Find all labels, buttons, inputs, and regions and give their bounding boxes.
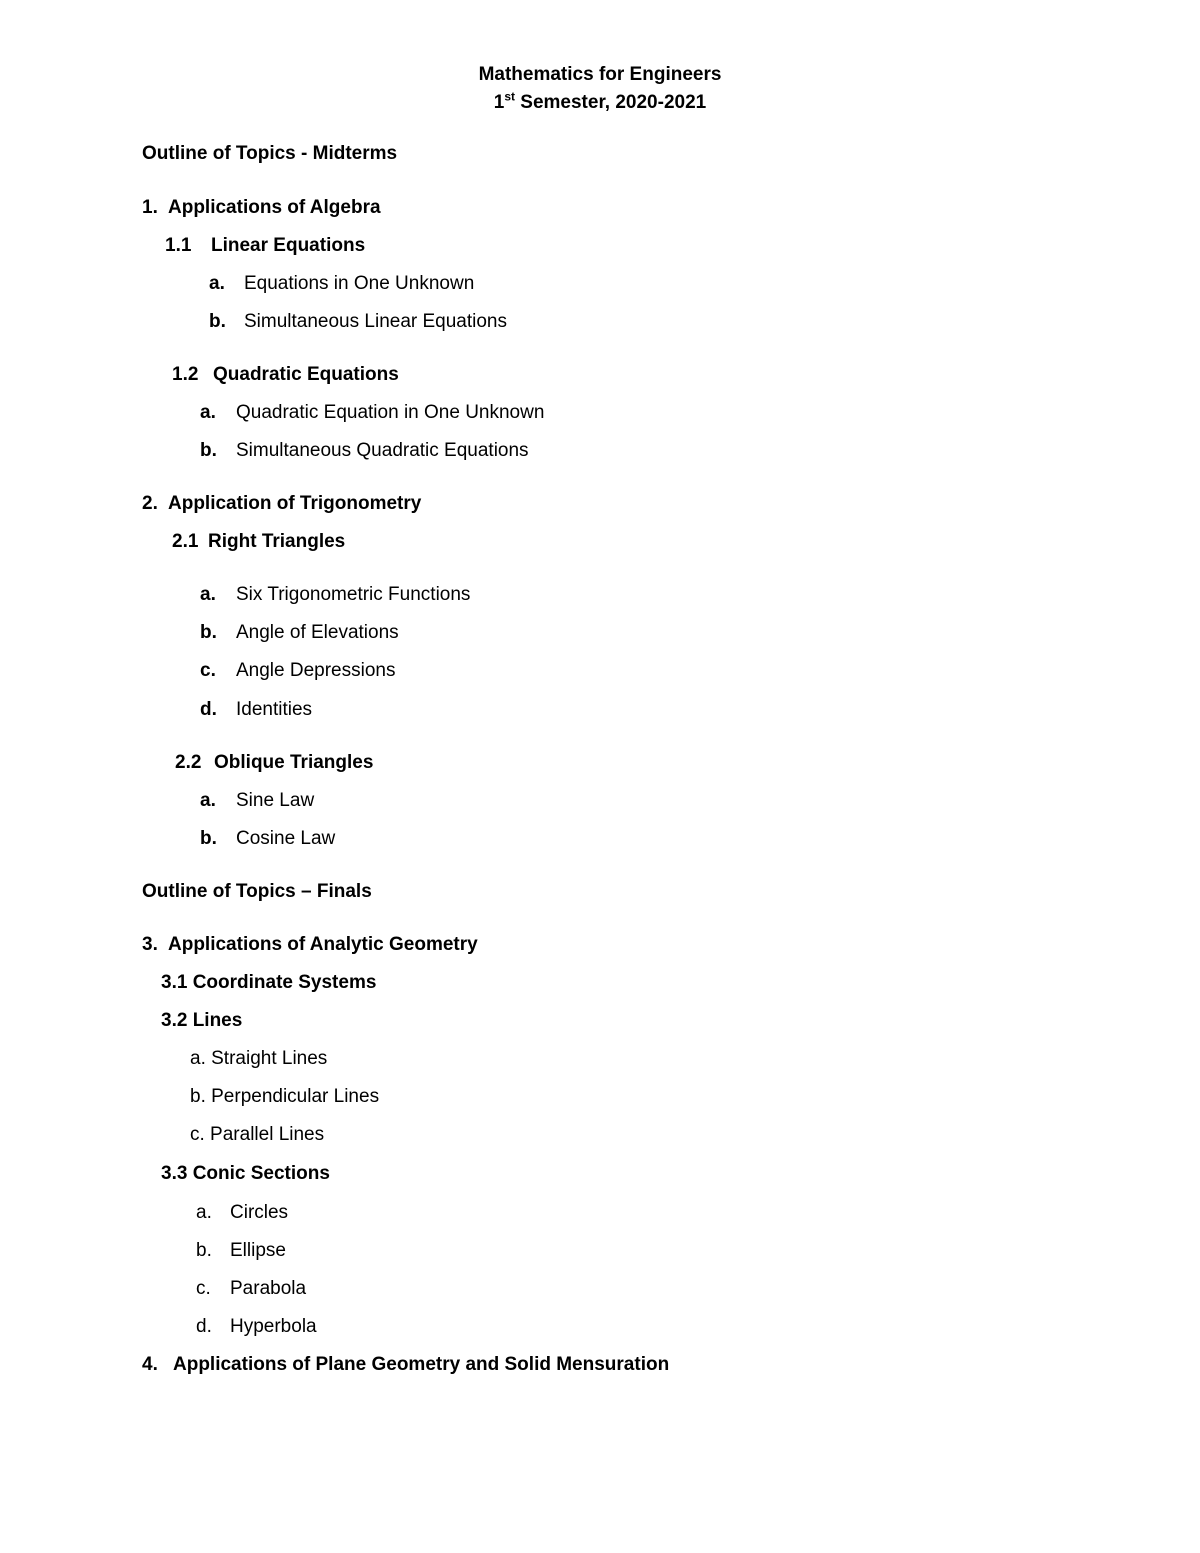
list-marker: a. (200, 402, 216, 423)
list-item-text: Angle of Elevations (236, 622, 399, 643)
list-marker: c. (200, 660, 216, 681)
list-item: a. Straight Lines (190, 1048, 328, 1069)
list-marker: d. (196, 1316, 212, 1337)
list-item-text: Simultaneous Quadratic Equations (236, 440, 529, 461)
subtopic-2-2-heading (175, 752, 374, 774)
topic-3-title: Applications of Analytic Geometry (168, 934, 478, 955)
list-item-text: Ellipse (230, 1240, 286, 1261)
topic-1-heading (142, 197, 381, 219)
list-item (196, 1240, 286, 1262)
subtopic-1-1-title: Linear Equations (211, 235, 366, 256)
list-item (200, 402, 545, 424)
list-item-text: Sine Law (236, 790, 315, 811)
list-item-text: Parabola (230, 1278, 307, 1299)
list-item-text: Angle Depressions (236, 660, 396, 681)
subtopic-3-3-heading: 3.3 Conic Sections (161, 1163, 330, 1184)
topic-4-title: Applications of Plane Geometry and Solid Mensuration (173, 1354, 670, 1375)
list-item (209, 273, 475, 295)
subtopic-1-2-number: 1.2 (172, 364, 199, 385)
list-item: b. Perpendicular Lines (190, 1086, 380, 1107)
list-item-text: Six Trigonometric Functions (236, 584, 471, 605)
subtopic-2-1-number: 2.1 (172, 531, 199, 552)
list-item (200, 622, 399, 644)
midterms-heading: Outline of Topics - Midterms (142, 143, 398, 164)
document-title: Mathematics for Engineers (478, 64, 722, 85)
list-item-text: Hyperbola (230, 1316, 317, 1337)
topic-3-number: 3. (142, 934, 158, 955)
list-item (200, 660, 396, 682)
list-item: c. Parallel Lines (190, 1124, 325, 1145)
list-item (200, 699, 313, 721)
list-item-text: Equations in One Unknown (244, 273, 475, 294)
subtopic-3-1-heading: 3.1 Coordinate Systems (161, 972, 377, 993)
list-item-text: Quadratic Equation in One Unknown (236, 402, 545, 423)
topic-2-title: Application of Trigonometry (168, 493, 422, 514)
list-marker: a. (200, 790, 216, 811)
list-marker: d. (200, 699, 217, 720)
topic-3-heading (142, 934, 478, 956)
subtopic-1-1-heading (165, 235, 366, 257)
subtopic-2-1-title: Right Triangles (208, 531, 346, 552)
list-marker: c. (196, 1278, 211, 1299)
list-item (200, 790, 315, 812)
list-item (200, 828, 336, 850)
subtopic-3-2-heading: 3.2 Lines (161, 1010, 243, 1031)
topic-2-heading (142, 493, 422, 515)
list-item (196, 1202, 289, 1224)
topic-4-number: 4. (142, 1354, 158, 1375)
list-item (200, 584, 471, 606)
semester-number: 1 (493, 92, 505, 113)
list-marker: b. (200, 828, 217, 849)
subtopic-2-2-title: Oblique Triangles (214, 752, 374, 773)
list-marker: b. (200, 622, 217, 643)
list-item-text: Identities (236, 699, 313, 720)
subtopic-1-2-heading (172, 364, 399, 386)
semester-ordinal: st (504, 89, 516, 104)
topic-2-number: 2. (142, 493, 158, 514)
list-item-text: Simultaneous Linear Equations (244, 311, 508, 332)
semester-line (0, 89, 1200, 114)
list-marker: a. (209, 273, 225, 294)
list-marker: b. (196, 1240, 212, 1261)
topic-1-number: 1. (142, 197, 158, 218)
list-item (196, 1316, 317, 1338)
list-marker: a. (196, 1202, 212, 1223)
list-item (196, 1278, 307, 1300)
list-marker: b. (200, 440, 217, 461)
subtopic-2-1-heading (172, 531, 346, 553)
subtopic-1-2-title: Quadratic Equations (213, 364, 399, 385)
finals-heading: Outline of Topics – Finals (142, 881, 372, 902)
list-item-text: Circles (230, 1202, 289, 1223)
list-item (209, 311, 508, 333)
list-item (200, 440, 529, 462)
subtopic-2-2-number: 2.2 (175, 752, 202, 773)
list-marker: a. (200, 584, 216, 605)
list-item-text: Cosine Law (236, 828, 336, 849)
semester-text: Semester, 2020-2021 (515, 92, 707, 113)
subtopic-1-1-number: 1.1 (165, 235, 192, 256)
topic-1-title: Applications of Algebra (168, 197, 381, 218)
list-marker: b. (209, 311, 226, 332)
topic-4-heading (142, 1354, 670, 1376)
